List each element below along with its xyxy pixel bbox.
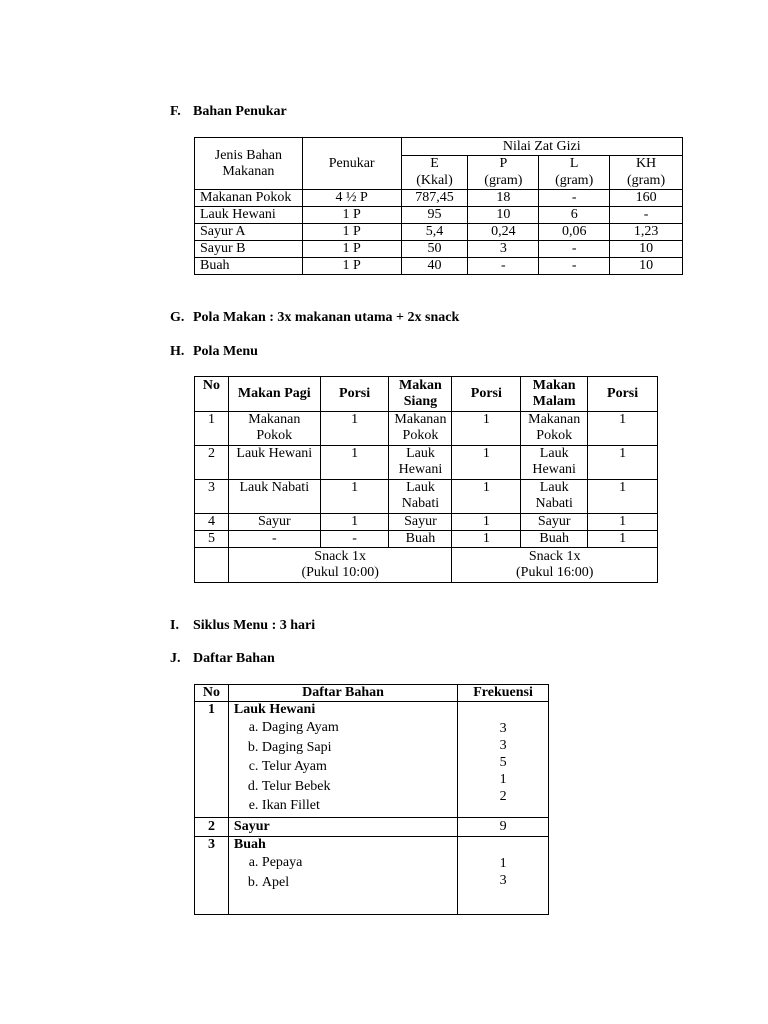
cell-frekuensi: 9 [458,818,549,837]
cell-pagi: Makanan Pokok [228,412,320,446]
table-row [195,514,658,531]
table-row [195,818,549,837]
cell-bahan-group [228,837,457,915]
cell-e: 50 [401,241,468,258]
frekuensi-value: 3 [499,873,507,888]
cell-porsi-pagi: 1 [320,480,389,514]
header-makan-pagi: Makan Pagi [228,377,320,412]
cell-l: 0,06 [539,224,610,241]
header-no: No [195,377,229,412]
cell-no: 3 [195,837,229,915]
header-kh: KH [610,156,683,173]
cell-porsi-pagi: - [320,531,389,548]
cell-malam: Buah [521,531,588,548]
section-h-letter: H. [170,344,185,359]
cell-jenis: Lauk Hewani [195,207,303,224]
snack-2-label: Snack 1x [528,549,581,564]
cell-jenis: Sayur B [195,241,303,258]
cell-kh: 10 [610,241,683,258]
cell-no: 3 [195,480,229,514]
snack-row [195,548,658,583]
snack-1-label: Snack 1x [314,549,367,564]
section-g-letter: G. [170,310,185,325]
bahan-list [234,853,457,892]
header-e: E [401,156,468,173]
cell-jenis: Buah [195,258,303,275]
cell-porsi-malam: 1 [588,531,658,548]
header-frekuensi: Frekuensi [458,685,549,702]
header-porsi-siang: Porsi [452,377,521,412]
section-g-heading [170,310,459,326]
frekuensi-value: 3 [499,738,507,753]
section-i-letter: I. [170,618,179,633]
cell-e: 95 [401,207,468,224]
cell-malam: Lauk Hewani [521,446,588,480]
cell-p: 0,24 [468,224,539,241]
table-row [195,531,658,548]
section-f-heading [170,104,287,120]
table-row [195,446,658,480]
section-f-letter: F. [170,104,181,119]
cell-no: 1 [195,702,229,818]
list-item: e. Ikan Fillet [262,796,457,816]
cell-siang: Makanan Pokok [389,412,452,446]
table-row [195,412,658,446]
cell-penukar: 1 P [302,258,401,275]
group-name: Buah [233,837,266,852]
table-row [195,702,549,818]
cell-penukar: 4 ½ P [302,190,401,207]
cell-porsi-siang: 1 [452,514,521,531]
cell-l: - [539,241,610,258]
cell-e: 40 [401,258,468,275]
section-i-heading [170,618,315,634]
cell-no: 2 [195,446,229,480]
list-item: c. Telur Ayam [262,757,457,777]
cell-porsi-malam: 1 [588,412,658,446]
cell-kh: 10 [610,258,683,275]
header-jenis: Jenis Bahan Makanan [195,138,303,190]
section-j-title: Daftar Bahan [193,651,275,666]
cell-pagi: - [228,531,320,548]
snack-row-empty-cell [195,548,229,583]
header-kh-unit: (gram) [610,173,683,190]
frekuensi-value: 1 [499,856,507,871]
frekuensi-value: 3 [499,721,507,736]
group-name: Sayur [228,818,457,837]
section-i-title: Siklus Menu : 3 hari [193,618,316,633]
cell-p: 18 [468,190,539,207]
cell-e: 787,45 [401,190,468,207]
list-item: d. Telur Bebek [262,777,457,797]
cell-siang: Lauk Nabati [389,480,452,514]
cell-penukar: 1 P [302,224,401,241]
cell-jenis: Makanan Pokok [195,190,303,207]
cell-porsi-pagi: 1 [320,514,389,531]
cell-malam: Sayur [521,514,588,531]
pola-menu-table [194,376,658,583]
header-makan-siang: Makan Siang [389,377,452,412]
header-e-unit: (Kkal) [401,173,468,190]
list-item: a. Daging Ayam [262,718,457,738]
list-item: a. Pepaya [262,853,457,873]
snack-2-cell [452,548,658,583]
frekuensi-value: 5 [499,755,507,770]
group-name: Lauk Hewani [233,702,316,717]
bahan-list [234,718,457,816]
cell-bahan-group [228,702,457,818]
list-item: b. Daging Sapi [262,738,457,758]
section-f-title: Bahan Penukar [193,104,287,119]
header-p: P [468,156,539,173]
cell-porsi-siang: 1 [452,446,521,480]
cell-jenis: Sayur A [195,224,303,241]
cell-porsi-malam: 1 [588,514,658,531]
cell-l: 6 [539,207,610,224]
cell-no: 2 [195,818,229,837]
table-row [195,224,683,241]
section-g-title: Pola Makan : 3x makanan utama + 2x snack [193,310,460,325]
snack-2-time: (Pukul 16:00) [516,565,594,580]
cell-porsi-siang: 1 [452,412,521,446]
header-porsi-pagi: Porsi [320,377,389,412]
table-row [195,480,658,514]
cell-porsi-malam: 1 [588,480,658,514]
cell-p: 3 [468,241,539,258]
cell-siang: Buah [389,531,452,548]
cell-l: - [539,258,610,275]
header-makan-malam: Makan Malam [521,377,588,412]
header-no: No [195,685,229,702]
header-nilai-zat-gizi: Nilai Zat Gizi [401,138,682,156]
cell-no: 1 [195,412,229,446]
cell-e: 5,4 [401,224,468,241]
header-l: L [539,156,610,173]
table-row [195,190,683,207]
table-row [195,207,683,224]
cell-porsi-malam: 1 [588,446,658,480]
section-j-heading [170,651,275,667]
table-row [195,837,549,915]
section-h-heading [170,344,258,360]
cell-no: 5 [195,531,229,548]
cell-siang: Lauk Hewani [389,446,452,480]
cell-porsi-siang: 1 [452,480,521,514]
cell-malam: Lauk Nabati [521,480,588,514]
snack-1-cell [228,548,452,583]
header-p-unit: (gram) [468,173,539,190]
table-row [195,241,683,258]
header-l-unit: (gram) [539,173,610,190]
bahan-penukar-table [194,137,683,275]
cell-frekuensi [458,837,549,915]
cell-p: - [468,258,539,275]
cell-siang: Sayur [389,514,452,531]
header-porsi-malam: Porsi [588,377,658,412]
cell-pagi: Lauk Nabati [228,480,320,514]
table-row [195,258,683,275]
cell-porsi-pagi: 1 [320,412,389,446]
header-penukar: Penukar [302,138,401,190]
cell-kh: 1,23 [610,224,683,241]
cell-porsi-pagi: 1 [320,446,389,480]
cell-frekuensi [458,702,549,818]
cell-kh: 160 [610,190,683,207]
cell-kh: - [610,207,683,224]
cell-penukar: 1 P [302,207,401,224]
section-h-title: Pola Menu [193,344,258,359]
cell-l: - [539,190,610,207]
list-item: b. Apel [262,873,457,893]
frekuensi-value: 2 [499,789,507,804]
section-j-letter: J. [170,651,181,666]
cell-p: 10 [468,207,539,224]
cell-no: 4 [195,514,229,531]
snack-1-time: (Pukul 10:00) [301,565,379,580]
header-daftar-bahan: Daftar Bahan [228,685,457,702]
cell-malam: Makanan Pokok [521,412,588,446]
frekuensi-value: 1 [499,772,507,787]
cell-pagi: Sayur [228,514,320,531]
cell-penukar: 1 P [302,241,401,258]
daftar-bahan-table [194,684,549,915]
cell-pagi: Lauk Hewani [228,446,320,480]
cell-porsi-siang: 1 [452,531,521,548]
